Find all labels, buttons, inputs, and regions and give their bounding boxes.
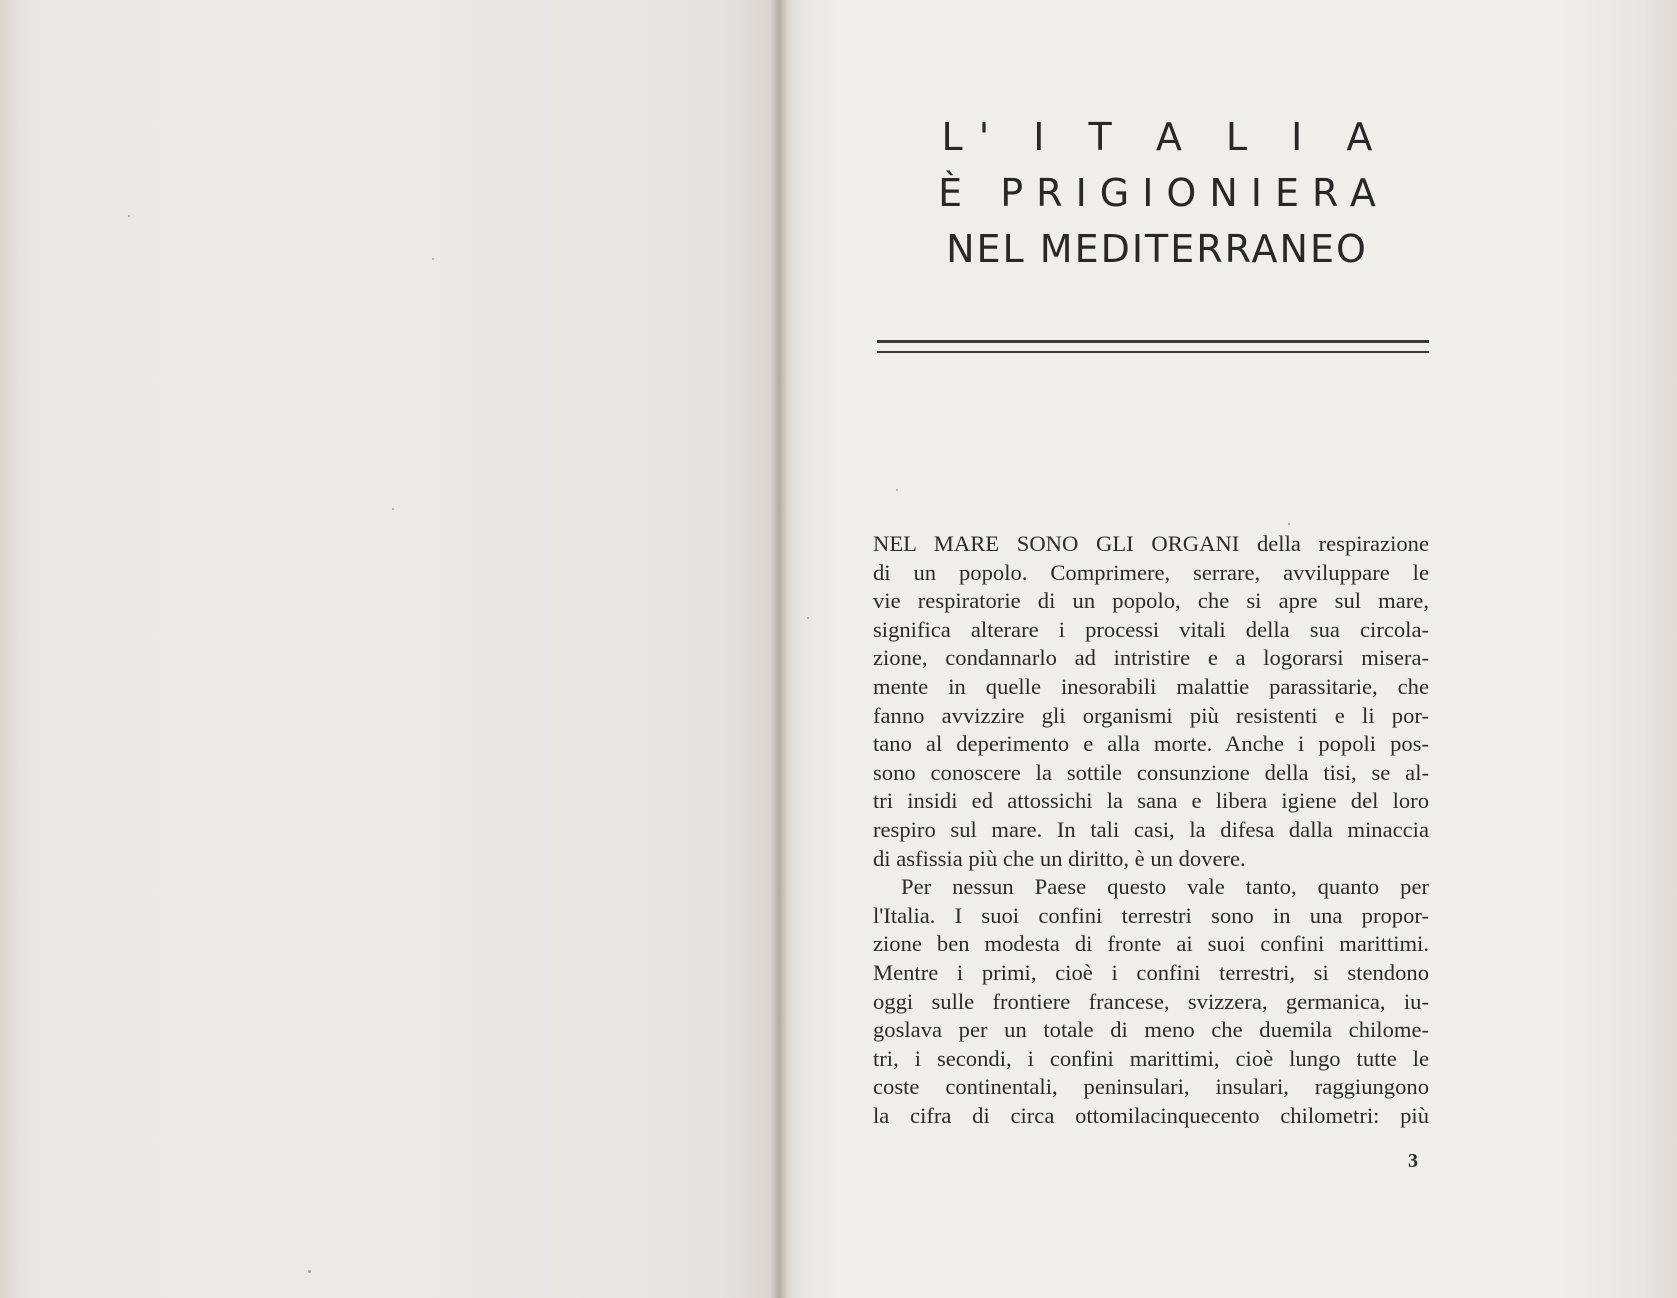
text-line: zione, condannarlo ad intristire e a logorarsi misera- [873, 645, 1429, 671]
body-text [873, 530, 1429, 1130]
title-line-3: NEL MEDITERRANEO [946, 227, 1368, 271]
title-line-2: È PRIGIONIERA [938, 171, 1389, 215]
text-line: la cifra di circa ottomilacinquecento chilometri: più [873, 1102, 1429, 1128]
text-line: NEL MARE SONO GLI ORGANI della respirazione [873, 531, 1429, 556]
title-rule-top [877, 340, 1429, 343]
text-line: Mentre i primi, cioè i confini terrestri, si stendono [873, 959, 1429, 985]
text-line: coste continentali, peninsulari, insulari, raggiungono [873, 1074, 1429, 1100]
text-line: di un popolo. Comprimere, serrare, avviluppare le [873, 559, 1429, 585]
text-line: di asfissia più che un diritto, è un dovere. [873, 845, 1246, 871]
paper-speck [392, 508, 394, 510]
title-line-1: L' I T A L I A [941, 115, 1389, 159]
text-line: goslava per un totale di meno che duemila chilome- [873, 1017, 1429, 1043]
text-line-content: Per nessun Paese questo vale tanto, quanto per [901, 874, 1429, 900]
paper-speck [807, 617, 809, 619]
book-gutter [770, 0, 788, 1298]
text-line: mente in quelle inesorabili malattie parassitarie, che [873, 673, 1429, 699]
text-line: oggi sulle frontiere francese, svizzera, germanica, iu- [873, 988, 1429, 1014]
text-line: sono conoscere la sottile consunzione della tisi, se al- [873, 759, 1429, 785]
paper-speck [308, 1270, 311, 1273]
paper-speck [1288, 523, 1290, 525]
text-line: tri, i secondi, i confini marittimi, cioè lungo tutte le [873, 1045, 1429, 1071]
text-line-indented [873, 873, 1429, 902]
left-page-blank [0, 0, 779, 1298]
text-line: significa alterare i processi vitali della sua circola- [873, 616, 1429, 642]
text-line: zione ben modesta di fronte ai suoi confini marittimi. [873, 931, 1429, 957]
paper-speck [128, 215, 130, 217]
text-line: l'Italia. I suoi confini terrestri sono in una propor- [873, 902, 1429, 928]
title-rule-bottom [877, 351, 1429, 353]
page-number: 3 [1408, 1150, 1418, 1172]
text-line: fanno avvizzire gli organismi più resistenti e li por- [873, 702, 1429, 728]
text-line: respiro sul mare. In tali casi, la difesa dalla minaccia [873, 816, 1429, 842]
chapter-title [877, 115, 1437, 271]
text-line: vie respiratorie di un popolo, che si apre sul mare, [873, 588, 1429, 614]
text-line: tano al deperimento e alla morte. Anche i popoli pos- [873, 731, 1429, 757]
paper-speck [432, 258, 434, 260]
text-line: tri insidi ed attossichi la sana e libera igiene del loro [873, 788, 1429, 814]
paper-speck [896, 489, 898, 491]
